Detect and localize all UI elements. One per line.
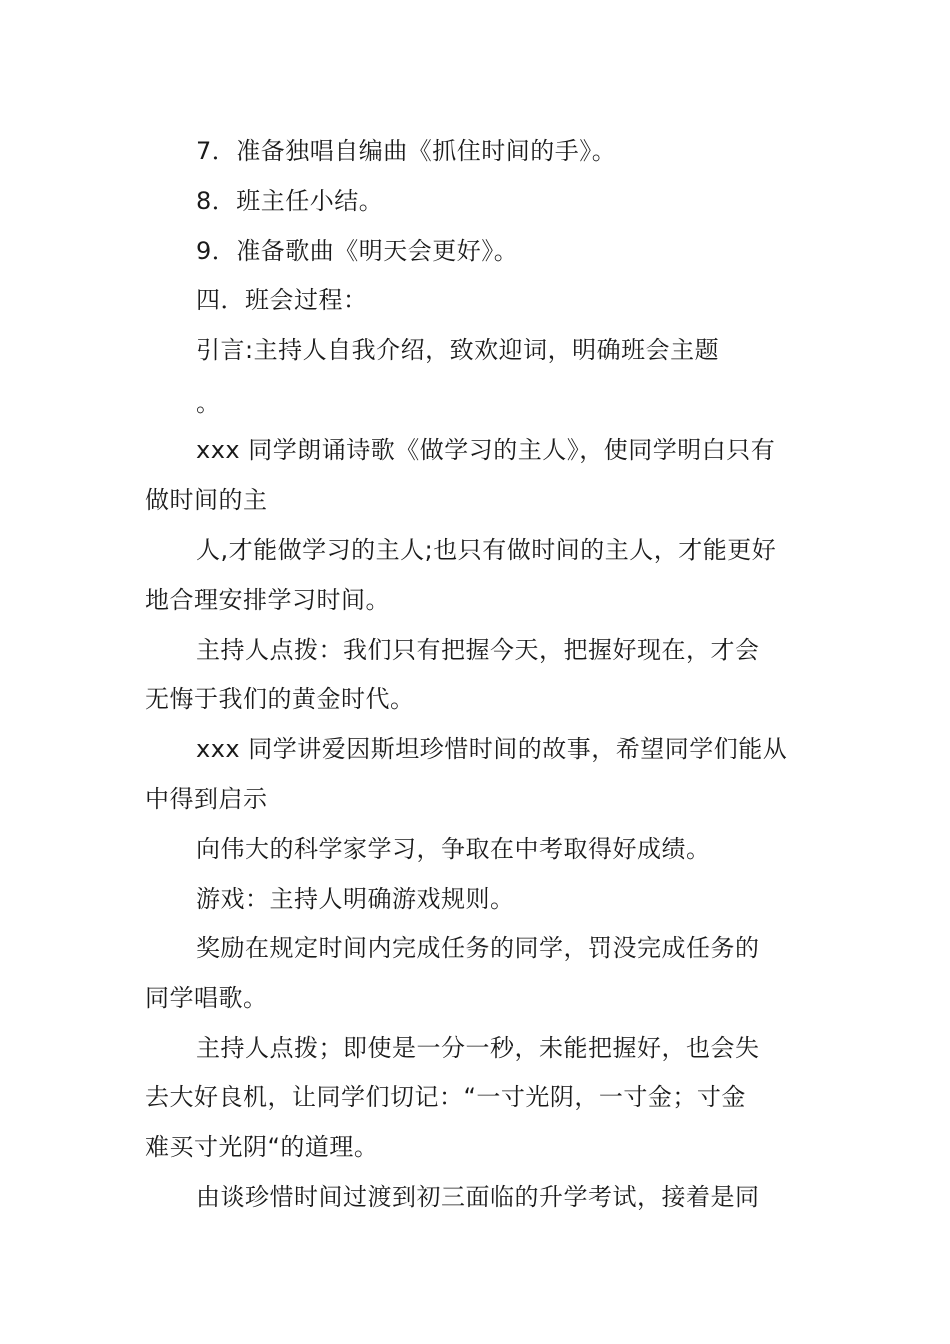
list-item-9: 9．准备歌曲《明天会更好》。 (196, 237, 519, 265)
list-item-8: 8．班主任小结。 (196, 187, 384, 215)
paragraph-line: xxx 同学朗诵诗歌《做学习的主人》，使同学明白只有 (196, 436, 776, 464)
paragraph-line: 难买寸光阴“的道理。 (145, 1133, 379, 1161)
list-item-7: 7．准备独唱自编曲《抓住时间的手》。 (196, 137, 617, 165)
section-heading: 四．班会过程： (196, 286, 368, 314)
paragraph-line: 。 (196, 389, 221, 417)
paragraph-line: 无悔于我们的黄金时代。 (145, 685, 415, 713)
paragraph-line: 人,才能做学习的主人;也只有做时间的主人，才能更好 (196, 536, 777, 564)
paragraph-line: 主持人点拨：我们只有把握今天，把握好现在，才会 (196, 636, 760, 664)
paragraph-line: 中得到启示 (145, 785, 268, 813)
paragraph-line: 游戏：主持人明确游戏规则。 (196, 885, 515, 913)
paragraph-line: 向伟大的科学家学习，争取在中考取得好成绩。 (196, 835, 711, 863)
paragraph-line: 引言:主持人自我介绍，致欢迎词，明确班会主题 (196, 336, 720, 364)
paragraph-line: 做时间的主 (145, 486, 268, 514)
paragraph-line: 由谈珍惜时间过渡到初三面临的升学考试，接着是同 (196, 1183, 760, 1211)
paragraph-line: xxx 同学讲爱因斯坦珍惜时间的故事，希望同学们能从 (196, 735, 788, 763)
paragraph-line: 地合理安排学习时间。 (145, 586, 390, 614)
paragraph-line: 去大好良机，让同学们切记：“一寸光阴，一寸金；寸金 (145, 1083, 746, 1111)
paragraph-line: 同学唱歌。 (145, 984, 268, 1012)
paragraph-line: 奖励在规定时间内完成任务的同学，罚没完成任务的 (196, 934, 760, 962)
paragraph-line: 主持人点拨；即使是一分一秒，未能把握好，也会失 (196, 1034, 760, 1062)
